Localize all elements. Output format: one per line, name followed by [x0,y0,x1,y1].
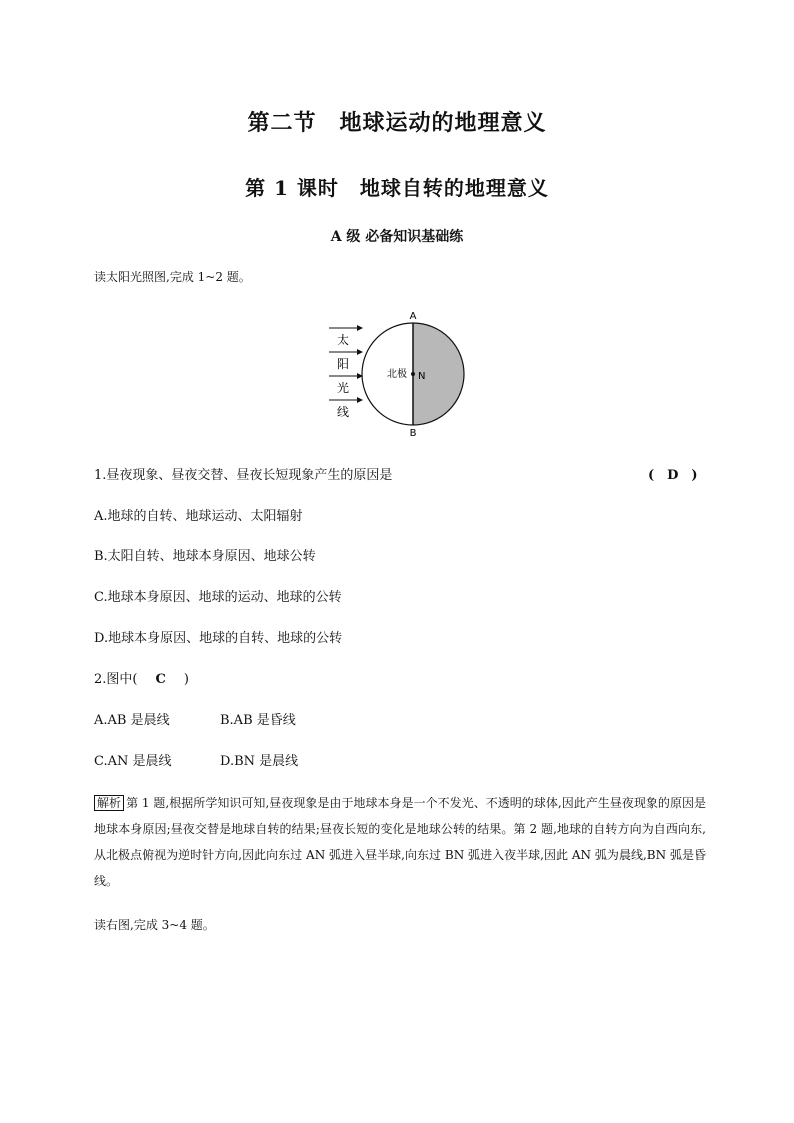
label-a: A [409,311,417,322]
question-1-option-c: C.地球本身原因、地球的运动、地球的公转 [94,590,342,605]
question-2-stem [94,668,189,687]
label-n: N [418,371,426,382]
sun-char-4: 线 [336,405,350,419]
question-1-option-d: D.地球本身原因、地球的自转、地球的公转 [94,631,343,646]
sun-char-3: 光 [336,381,350,395]
analysis-text: 第 1 题,根据所学知识可知,昼夜现象是由于地球本身是一个不发光、不透明的球体,因此产生昼夜现象的原因是地球本身原因;昼夜交替是地球自转的结果;昼夜长短的变化是地球公转的结果。第 2 题,地球的自转方向为自西向东,从北极点俯视为逆时针方向,因此向东过 AN 弧进入昼半球,向东过 BN 弧进入夜半球,因此 AN 弧为晨线,BN 弧是昏线。 [94,796,706,888]
question-1-stem: 1.昼夜现象、昼夜交替、昼夜长短现象产生的原因是 [94,468,393,483]
label-b: B [409,428,417,439]
section-title: 第二节 地球运动的地理意义 [247,110,547,136]
question-2-option-c: C.AN 是晨线 [94,754,172,769]
instruction-1-2: 读太阳光照图,完成 1~2 题。 [94,270,251,284]
north-pole-label: 北极 [387,369,407,380]
sunlight-diagram [325,306,475,440]
question-2-stem-text: 2.图中( [94,672,138,687]
instruction-3-4: 读右图,完成 3~4 题。 [94,918,215,932]
lesson-title: 第 1 课时 地球自转的地理意义 [245,176,549,200]
question-1-answer: ( D ) [648,468,698,483]
question-2-option-a: A.AB 是晨线 [94,713,170,728]
question-2-stem-end: ) [183,672,189,687]
level-heading: A 级 必备知识基础练 [330,229,464,245]
question-1-option-b: B.太阳自转、地球本身原因、地球公转 [94,549,316,564]
analysis-tag: 解析 [94,795,124,811]
question-2-option-b: B.AB 是昏线 [220,713,296,728]
question-2-answer: C [155,672,166,687]
north-pole-dot [411,372,415,376]
question-1-option-a: A.地球的自转、地球运动、太阳辐射 [94,509,303,524]
sun-char-2: 阳 [336,357,350,371]
analysis-block [94,790,706,894]
sun-char-1: 太 [336,333,350,347]
question-2-option-d: D.BN 是晨线 [220,754,299,769]
